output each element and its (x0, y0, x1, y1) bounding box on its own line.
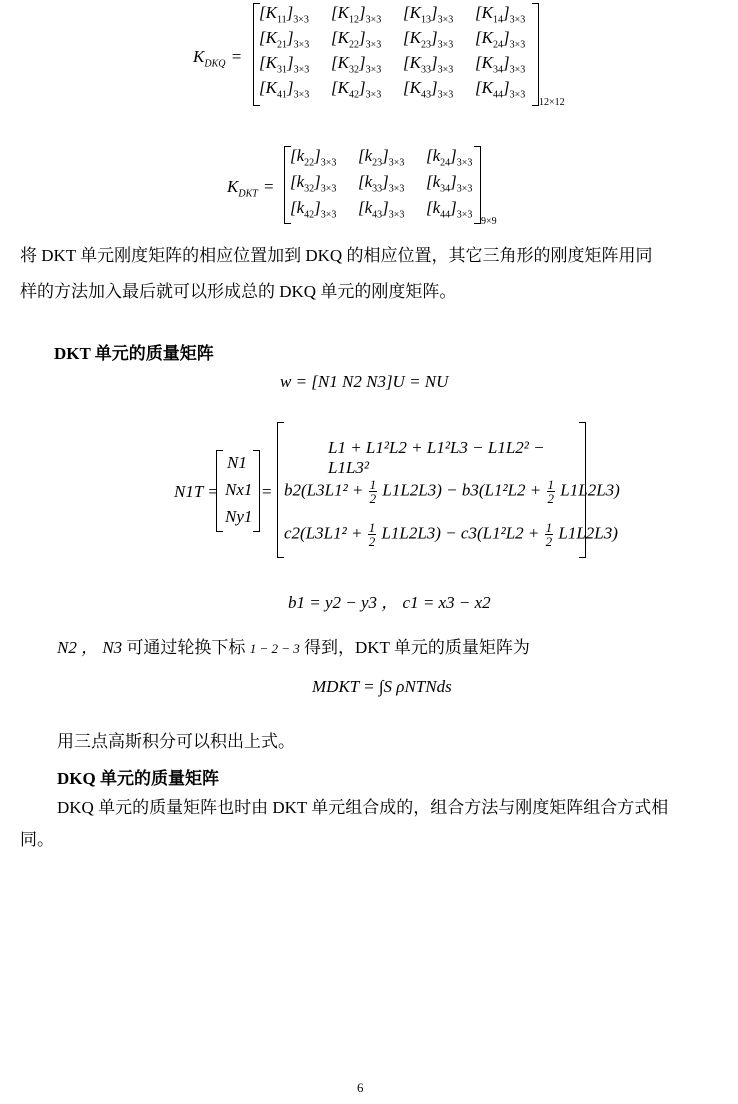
matrix-entry: $[K_{42}]_{3\times 3}$ (331, 78, 382, 101)
kdkq-matrix (253, 3, 539, 106)
paragraph-stiffness-line1: 将 DKT 单元刚度矩阵的相应位置加到 DKQ 的相应位置，其它三角形的刚度矩阵用同 (20, 246, 653, 265)
kdkq-lhs: $K_{DKQ}$ = (193, 47, 242, 70)
kdkt-lhs: $K_{DKT}$ = (227, 177, 274, 200)
matrix-entry: $[K_{43}]_{3\times 3}$ (403, 78, 454, 101)
n1t-row3: c2(L3L1² + $\frac{1}{2}$ L1L2L3) − c3(L1²L2 + $\frac{1}{2}$ L1L2L3) (284, 520, 618, 549)
equation-b1-c1: b1 = y2 − y3 ， c1 = x3 − x2 (288, 593, 491, 612)
n1t-eq: = (262, 482, 272, 501)
matrix-entry: $[K_{22}]_{3\times 3}$ (331, 28, 382, 51)
matrix-entry: $[K_{31}]_{3\times 3}$ (259, 53, 310, 76)
paragraph-dkq-mass-line1: DKQ 单元的质量矩阵也时由 DKT 单元组合成的，组合方法与刚度矩阵组合方式相 (57, 798, 669, 817)
matrix-entry: $[k_{34}]_{3\times 3}$ (426, 172, 473, 195)
matrix-entry: $[k_{44}]_{3\times 3}$ (426, 198, 473, 221)
page-number: 6 (357, 1080, 364, 1095)
matrix-entry: $[k_{23}]_{3\times 3}$ (358, 146, 405, 169)
n1t-row2: b2(L3L1² + $\frac{1}{2}$ L1L2L3) − b3(L1²L2 + $\frac{1}{2}$ L1L2L3) (284, 477, 620, 506)
paragraph-stiffness-line2: 样的方法加入最后就可以形成总的 DKQ 单元的刚度矩阵。 (20, 282, 457, 301)
matrix-entry: $[k_{43}]_{3\times 3}$ (358, 198, 405, 221)
matrix-entry: $[K_{11}]_{3\times 3}$ (259, 3, 309, 26)
matrix-entry: $[K_{34}]_{3\times 3}$ (475, 53, 526, 76)
paragraph-rotate-indices: N2 ， N3 可通过轮换下标 1 − 2 − 3 得到，DKT 单元的质量矩阵为 (57, 638, 530, 657)
heading-dkq-mass-matrix: DKQ 单元的质量矩阵 (57, 769, 219, 788)
matrix-entry: $[K_{13}]_{3\times 3}$ (403, 3, 454, 26)
kdkt-size: 9×9 (481, 216, 497, 227)
n1t-vector: N1 Nx1 Ny1 (216, 450, 260, 532)
matrix-entry: $[K_{41}]_{3\times 3}$ (259, 78, 310, 101)
matrix-entry: $[K_{21}]_{3\times 3}$ (259, 28, 310, 51)
n1t-lhs: N1T = (174, 482, 219, 501)
matrix-entry: $[k_{22}]_{3\times 3}$ (290, 146, 337, 169)
matrix-entry: $[K_{33}]_{3\times 3}$ (403, 53, 454, 76)
matrix-entry: $[k_{24}]_{3\times 3}$ (426, 146, 473, 169)
equation-w: w = [N1 N2 N3]U = NU (280, 372, 449, 391)
kdkt-matrix (284, 146, 481, 224)
equation-mdkt: MDKT = ∫S ρNTNds (312, 677, 452, 696)
matrix-entry: $[K_{12}]_{3\times 3}$ (331, 3, 382, 26)
matrix-entry: $[K_{32}]_{3\times 3}$ (331, 53, 382, 76)
kdkq-size: 12×12 (539, 97, 565, 108)
paragraph-gauss: 用三点高斯积分可以积出上式。 (57, 732, 295, 751)
n1t-row1: L1 + L1²L2 + L1²L3 − L1L2² − L1L3² (328, 438, 545, 477)
matrix-entry: $[k_{32}]_{3\times 3}$ (290, 172, 337, 195)
matrix-entry: $[K_{44}]_{3\times 3}$ (475, 78, 526, 101)
matrix-entry: $[K_{24}]_{3\times 3}$ (475, 28, 526, 51)
matrix-entry: $[K_{14}]_{3\times 3}$ (475, 3, 526, 26)
matrix-entry: $[K_{23}]_{3\times 3}$ (403, 28, 454, 51)
paragraph-dkq-mass-line2: 同。 (20, 830, 54, 849)
heading-dkt-mass-matrix: DKT 单元的质量矩阵 (54, 344, 214, 363)
matrix-entry: $[k_{33}]_{3\times 3}$ (358, 172, 405, 195)
matrix-entry: $[k_{42}]_{3\times 3}$ (290, 198, 337, 221)
n1t-shape-matrix (277, 422, 620, 558)
